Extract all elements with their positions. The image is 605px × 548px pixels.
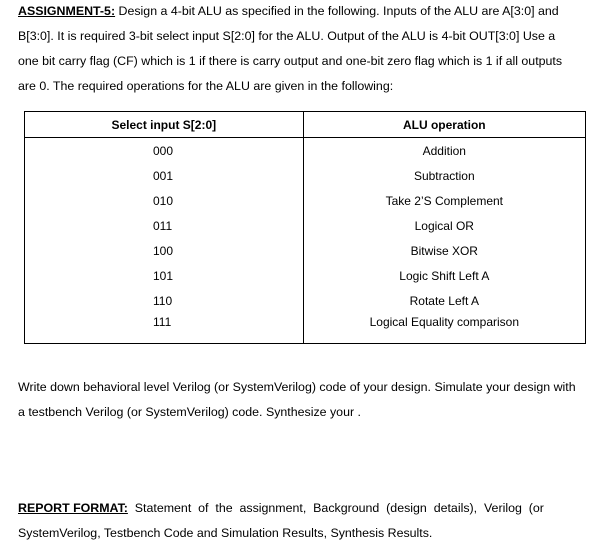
operation-name: Logical OR xyxy=(303,213,585,238)
table-row xyxy=(25,288,586,313)
table-row xyxy=(25,238,586,263)
select-code: 110 xyxy=(25,288,304,313)
operation-name: Rotate Left A xyxy=(303,288,585,313)
select-code: 111 xyxy=(25,313,304,344)
operation-name: Logical Equality comparison xyxy=(303,313,585,344)
alu-operations-table xyxy=(24,111,586,344)
assignment-line-2: B[3:0]. It is required 3-bit select input S[2:0] for the ALU. Output of the ALU is 4-bit OUT[3:0] Use a xyxy=(18,29,556,43)
select-code: 101 xyxy=(25,263,304,288)
select-code: 100 xyxy=(25,238,304,263)
operation-name: Addition xyxy=(303,138,585,164)
table-header-row xyxy=(25,112,586,138)
assignment-line-1 xyxy=(18,2,559,20)
table-row xyxy=(25,263,586,288)
select-code: 000 xyxy=(25,138,304,164)
table-row xyxy=(25,138,586,164)
table-row xyxy=(25,313,586,344)
assignment-line-3: one bit carry flag (CF) which is 1 if there is carry output and one-bit zero flag which is 1 if all outputs xyxy=(18,54,563,68)
select-code: 001 xyxy=(25,163,304,188)
report-format-label: REPORT FORMAT: xyxy=(18,501,128,515)
table-row xyxy=(25,188,586,213)
operation-name: Logic Shift Left A xyxy=(303,263,585,288)
operation-name: Bitwise XOR xyxy=(303,238,585,263)
report-format-line-1 xyxy=(18,499,544,517)
header-alu-operation: ALU operation xyxy=(303,112,585,138)
report-format-line-1-text: Statement of the assignment, Background (design details), Verilog (or xyxy=(127,501,544,515)
table-row xyxy=(25,213,586,238)
operation-name: Take 2’S Complement xyxy=(303,188,585,213)
report-format-line-2: SystemVerilog, Testbench Code and Simulation Results, Synthesis Results. xyxy=(18,526,433,540)
header-select-input: Select input S[2:0] xyxy=(25,112,304,138)
select-code: 011 xyxy=(25,213,304,238)
select-code: 010 xyxy=(25,188,304,213)
assignment-label: ASSIGNMENT-5: xyxy=(18,4,116,18)
assignment-line-1-text: Design a 4-bit ALU as specified in the following. Inputs of the ALU are A[3:0] and xyxy=(115,4,559,18)
instructions-line-2: a testbench Verilog (or SystemVerilog) code. Synthesize your . xyxy=(18,405,361,419)
operation-name: Subtraction xyxy=(303,163,585,188)
assignment-line-4: are 0. The required operations for the ALU are given in the following: xyxy=(18,79,394,93)
instructions-line-1: Write down behavioral level Verilog (or SystemVerilog) code of your design. Simulate your design with xyxy=(18,380,576,394)
table-row xyxy=(25,163,586,188)
